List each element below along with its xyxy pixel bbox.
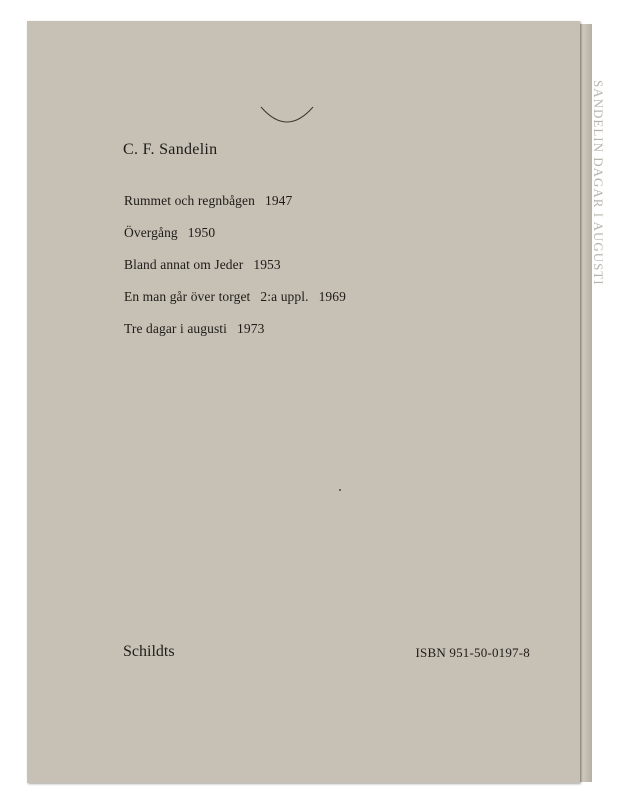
list-item [124,193,346,225]
work-year: 1973 [237,321,265,336]
author-name: C. F. Sandelin [123,141,218,158]
cover-crease-mark [257,105,317,127]
work-title: Tre dagar i augusti [124,321,228,336]
back-cover [27,21,580,783]
work-year: 1969 [318,289,346,304]
work-year: 1950 [187,225,216,240]
publisher-name: Schildts [123,643,175,660]
list-item [124,225,346,257]
work-year: 1953 [253,257,281,272]
work-year: 1947 [264,193,293,208]
spine-title: SANDELIN DAGAR I AUGUSTI [591,80,606,286]
work-edition-note: 2:a uppl. [260,289,309,304]
list-item [124,321,346,353]
works-list [124,193,346,353]
work-title: Övergång [124,225,178,240]
list-item [124,257,346,289]
paper-speck [339,489,341,491]
work-title: En man går över torget [124,289,251,304]
work-title: Rummet och regnbågen [124,193,255,208]
isbn-number: ISBN 951-50-0197-8 [415,645,530,660]
work-title: Bland annat om Jeder [124,257,244,272]
list-item [124,289,346,321]
